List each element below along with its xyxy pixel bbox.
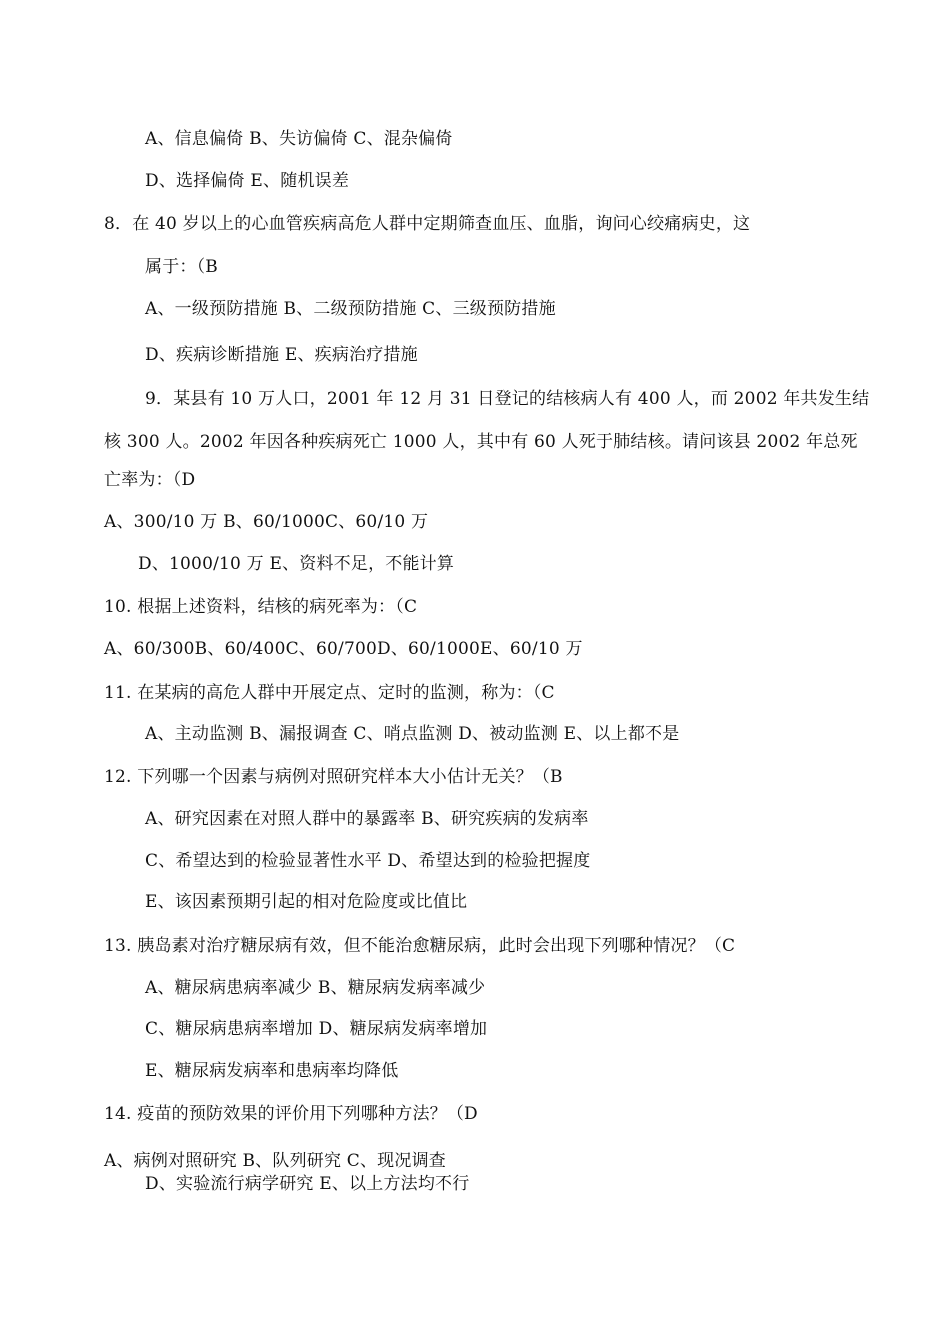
q13-options-line-3: E、糖尿病发病率和患病率均降低 <box>145 1061 399 1081</box>
q8-options-line-2: D、疾病诊断措施 E、疾病治疗措施 <box>145 345 418 365</box>
q13-options-line-2: C、糖尿病患病率增加 D、糖尿病发病率增加 <box>145 1019 488 1039</box>
q11-stem: 11. 在某病的高危人群中开展定点、定时的监测，称为：（C <box>104 683 555 703</box>
q8-stem-continued: 属于：（B <box>145 257 218 277</box>
q8-stem: 8．在 40 岁以上的心血管疾病高危人群中定期筛查血压、血脂，询问心绞痛病史，这 <box>104 214 751 234</box>
q9-options-line-2: D、1000/10 万 E、资料不足，不能计算 <box>138 554 455 574</box>
q12-options-line-1: A、研究因素在对照人群中的暴露率 B、研究疾病的发病率 <box>145 809 589 829</box>
q10-stem: 10. 根据上述资料，结核的病死率为：（C <box>104 597 418 617</box>
q9-stem-line-2: 核 300 人。2002 年因各种疾病死亡 1000 人，其中有 60 人死于肺结核。请问该县 2002 年总死 <box>104 432 858 452</box>
q9-stem-line-3: 亡率为：（D <box>104 470 196 490</box>
q14-options-line-2: D、实验流行病学研究 E、以上方法均不行 <box>145 1174 470 1194</box>
q7-options-line-2: D、选择偏倚 E、随机误差 <box>145 171 350 191</box>
q7-options-line-1: A、信息偏倚 B、失访偏倚 C、混杂偏倚 <box>145 129 453 149</box>
q14-options-line-1: A、病例对照研究 B、队列研究 C、现况调查 <box>104 1151 446 1171</box>
q8-options-line-1: A、一级预防措施 B、二级预防措施 C、三级预防措施 <box>145 299 556 319</box>
q10-options: A、60/300B、60/400C、60/700D、60/1000E、60/10 万 <box>104 639 583 659</box>
q11-options: A、主动监测 B、漏报调查 C、哨点监测 D、被动监测 E、以上都不是 <box>145 724 680 744</box>
q14-stem: 14. 疫苗的预防效果的评价用下列哪种方法？（D <box>104 1104 478 1124</box>
q13-options-line-1: A、糖尿病患病率减少 B、糖尿病发病率减少 <box>145 978 486 998</box>
q9-options-line-1: A、300/10 万 B、60/1000C、60/10 万 <box>104 512 429 532</box>
q9-stem-line-1: 9．某县有 10 万人口，2001 年 12 月 31 日登记的结核病人有 400 人，而 2002 年共发生结 <box>145 389 870 409</box>
q12-options-line-3: E、该因素预期引起的相对危险度或比值比 <box>145 892 468 912</box>
q13-stem: 13. 胰岛素对治疗糖尿病有效，但不能治愈糖尿病，此时会出现下列哪种情况？（C <box>104 936 736 956</box>
q12-stem: 12. 下列哪一个因素与病例对照研究样本大小估计无关？（B <box>104 767 563 787</box>
q12-options-line-2: C、希望达到的检验显著性水平 D、希望达到的检验把握度 <box>145 851 591 871</box>
